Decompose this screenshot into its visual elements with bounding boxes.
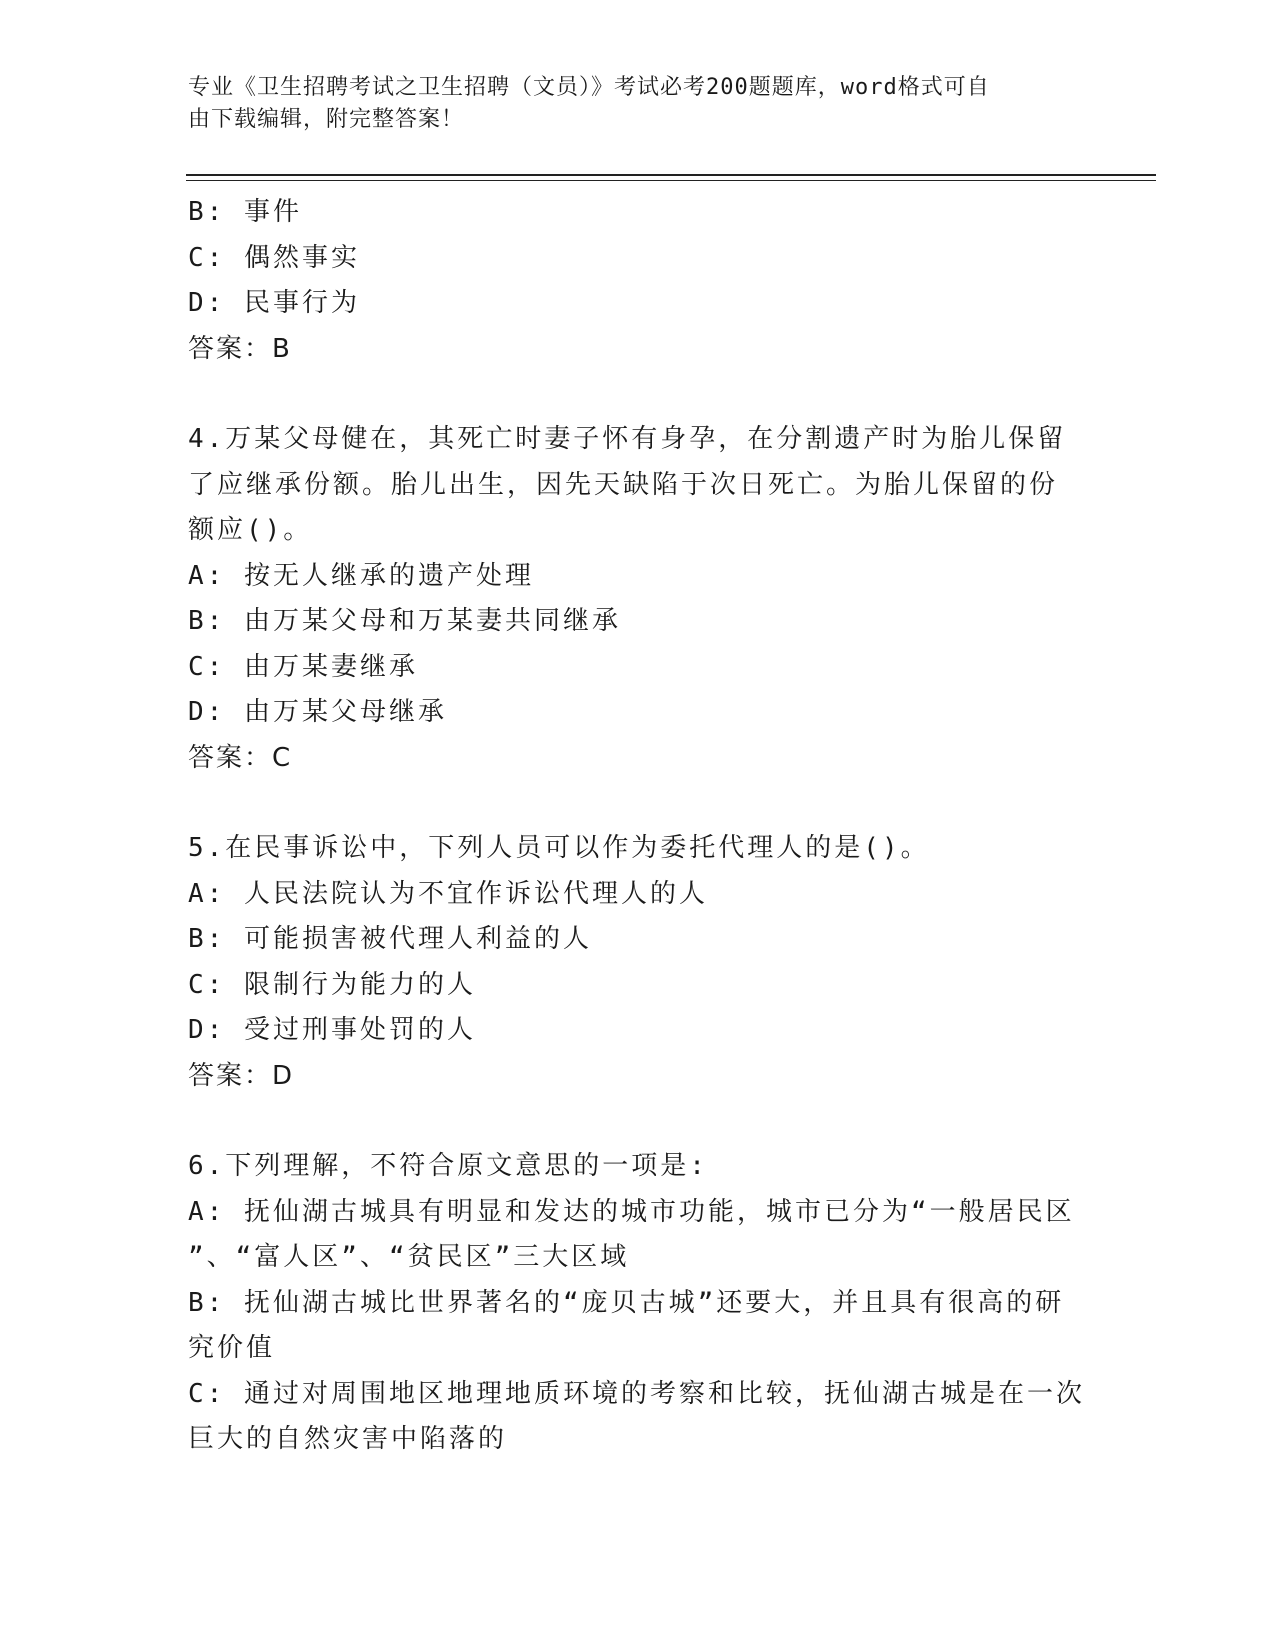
option-b: B: 由万某父母和万某妻共同继承	[188, 606, 621, 636]
option-d: D: 由万某父母继承	[188, 697, 447, 727]
option-a: A: 人民法院认为不宜作诉讼代理人的人	[188, 878, 708, 909]
option-c: C: 偶然事实	[188, 242, 360, 273]
document-body	[188, 190, 1088, 1463]
option-d: D: 受过刑事处罚的人	[188, 1015, 476, 1045]
question-stem-line: 6.下列理解，不符合原文意思的一项是:	[188, 1151, 708, 1181]
question-5	[188, 826, 1088, 1099]
option-c: C: 由万某妻继承	[188, 651, 418, 682]
option-a-line-2: ”、“富人区”、“贫民区”三大区域	[188, 1242, 630, 1272]
option-a: A: 按无人继承的遗产处理	[188, 560, 534, 591]
header-rule-thin	[186, 180, 1156, 181]
question-3	[188, 190, 1088, 372]
question-stem-line: 4.万某父母健在，其死亡时妻子怀有身孕，在分割遗产时为胎儿保留	[188, 424, 1067, 454]
answer: 答案：B	[188, 333, 292, 364]
question-4	[188, 417, 1088, 781]
question-6	[188, 1144, 1088, 1463]
question-stem-line: 额应()。	[188, 515, 313, 545]
option-c-line-1: C: 通过对周围地区地理地质环境的考察和比较，抚仙湖古城是在一次	[188, 1378, 1085, 1409]
header-line-2: 由下载编辑，附完整答案！	[188, 107, 465, 132]
option-a-line-1: A: 抚仙湖古城具有明显和发达的城市功能，城市已分为“一般居民区	[188, 1196, 1075, 1227]
option-c: C: 限制行为能力的人	[188, 969, 476, 1000]
answer: 答案：D	[188, 1060, 295, 1091]
option-c-line-2: 巨大的自然灾害中陷落的	[188, 1424, 508, 1454]
question-stem-line: 了应继承份额。胎儿出生，因先天缺陷于次日死亡。为胎儿保留的份	[188, 469, 1059, 500]
answer: 答案：C	[188, 742, 293, 773]
question-stem-line: 5.在民事诉讼中，下列人员可以作为委托代理人的是()。	[188, 833, 930, 863]
header-rule-thick	[186, 174, 1156, 176]
option-d: D: 民事行为	[188, 288, 360, 318]
option-b: B: 事件	[188, 197, 302, 227]
header-line-1: 专业《卫生招聘考试之卫生招聘（文员）》考试必考200题题库，word格式可自	[188, 75, 990, 100]
option-b: B: 可能损害被代理人利益的人	[188, 924, 592, 954]
option-b-line-1: B: 抚仙湖古城比世界著名的“庞贝古城”还要大，并且具有很高的研	[188, 1287, 1065, 1318]
option-b-line-2: 究价值	[188, 1333, 276, 1363]
document-header	[188, 72, 1068, 136]
